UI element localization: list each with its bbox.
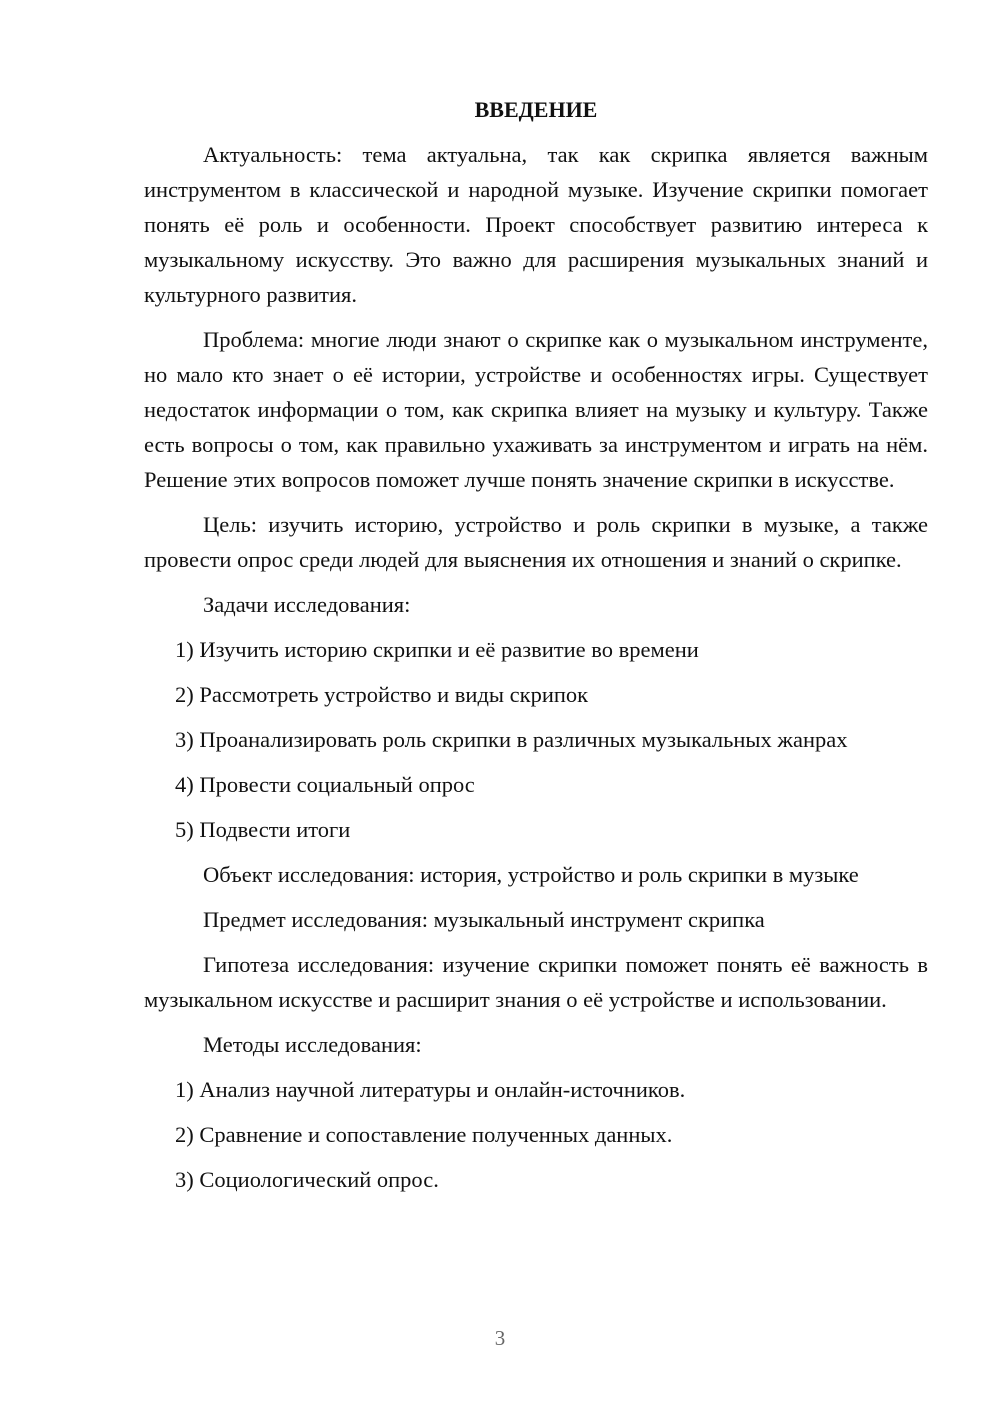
goal-paragraph: Цель: изучить историю, устройство и роль скрипки в музыке, а также провести опрос среди людей для выяснения их отношения и знаний о скрипке. — [144, 512, 928, 572]
task-item: 1) Изучить историю скрипки и её развитие во времени — [175, 637, 699, 662]
relevance-paragraph: Актуальность: тема актуальна, так как скрипка является важным инструментом в классической и народной музыке. Изучение скрипки помогает понять её роль и особенности. Проект способствует развитию интереса к музыкальному искусству. Это важно для расширения музыкальных знаний и культурного развития. — [144, 142, 928, 307]
task-item: 2) Рассмотреть устройство и виды скрипок — [175, 682, 589, 707]
method-item: 2) Сравнение и сопоставление полученных данных. — [175, 1122, 673, 1147]
page-number: 3 — [494, 1326, 506, 1350]
research-subject: Предмет исследования: музыкальный инструмент скрипка — [203, 907, 765, 932]
tasks-heading: Задачи исследования: — [203, 592, 411, 617]
method-item: 1) Анализ научной литературы и онлайн-источников. — [175, 1077, 686, 1102]
task-item: 5) Подвести итоги — [175, 817, 351, 842]
method-item: 3) Социологический опрос. — [175, 1167, 439, 1192]
document-page — [144, 92, 928, 1207]
task-item: 3) Проанализировать роль скрипки в различных музыкальных жанрах — [175, 727, 848, 752]
methods-heading: Методы исследования: — [203, 1032, 422, 1057]
section-title: ВВЕДЕНИЕ — [474, 97, 598, 122]
problem-paragraph: Проблема: многие люди знают о скрипке как о музыкальном инструменте, но мало кто знает о её истории, устройстве и особенностях игры. Существует недостаток информации о том, как скрипка влияет на музыку и культуру. Также есть вопросы о том, как правильно ухаживать за инструментом и играть на нём. Решение этих вопросов поможет лучше понять значение скрипки в искусстве. — [144, 327, 928, 492]
research-object: Объект исследования: история, устройство и роль скрипки в музыке — [203, 862, 859, 887]
task-item: 4) Провести социальный опрос — [175, 772, 475, 797]
hypothesis-paragraph: Гипотеза исследования: изучение скрипки поможет понять её важность в музыкальном искусстве и расширит знания о её устройстве и использовании. — [144, 952, 928, 1012]
